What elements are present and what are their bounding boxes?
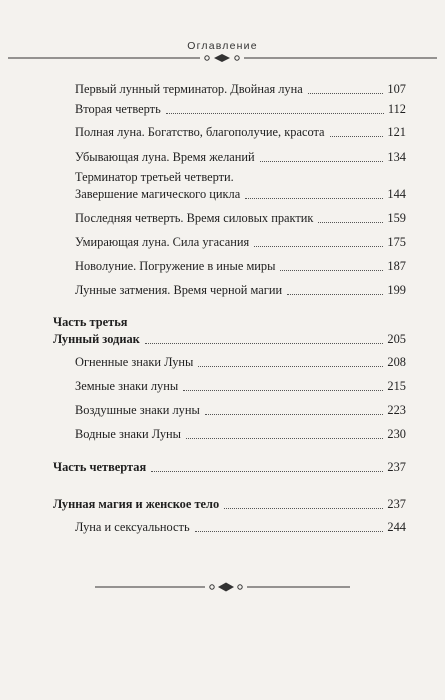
toc-entry-title: Умирающая луна. Сила угасания [75, 235, 250, 249]
toc-entry-title: Полная луна. Богатство, благополучие, красота [75, 125, 325, 139]
section-entry[interactable] [53, 497, 406, 512]
toc-entry-title: Убывающая луна. Время желаний [75, 150, 255, 164]
toc-entry-page: 121 [387, 125, 406, 139]
toc-entry-page: 112 [387, 102, 406, 116]
toc-entry-title: Новолуние. Погружение в иные миры [75, 259, 276, 273]
section-title: Лунная магия и женское тело [53, 497, 220, 511]
toc-entry[interactable] [75, 427, 406, 442]
toc-entry-title: Водные знаки Луны [75, 427, 181, 441]
toc-entry[interactable] [75, 520, 406, 535]
toc-entry[interactable] [75, 403, 406, 418]
toc-entry[interactable] [75, 355, 406, 370]
toc-entry-title: Последняя четверть. Время силовых практик [75, 211, 314, 225]
toc-entry[interactable] [75, 82, 406, 97]
toc-entry-title: Земные знаки луны [75, 379, 179, 393]
toc-entry-page: 187 [387, 259, 406, 273]
toc-entry[interactable] [75, 283, 406, 298]
leader-dots [186, 437, 383, 439]
toc-entry-title: Вторая четверть [75, 102, 161, 116]
toc-entry-page: 205 [387, 332, 406, 346]
toc-entry-title: Луна и сексуальность [75, 520, 190, 534]
header-ornament [0, 52, 445, 64]
part-label: Часть третья [53, 315, 128, 329]
part-label-entry[interactable] [53, 460, 406, 475]
toc-entry-title: Воздушные знаки луны [75, 403, 200, 417]
part-title-entry[interactable] [53, 332, 406, 347]
toc-entry-page: 134 [387, 150, 406, 164]
part-title: Лунный зодиак [53, 332, 140, 346]
leader-dots [183, 389, 383, 391]
toc-entry[interactable] [75, 125, 406, 140]
toc-entry-page: 107 [387, 82, 406, 96]
leader-dots [151, 470, 383, 472]
toc-entry[interactable] [75, 211, 406, 226]
leader-dots [330, 135, 384, 137]
toc-entry-page: 215 [387, 379, 406, 393]
toc-entry-page: 144 [387, 187, 406, 201]
toc-entry-page: 199 [387, 283, 406, 297]
toc-entry[interactable] [75, 102, 406, 117]
toc-entry[interactable] [75, 235, 406, 250]
toc-entry[interactable] [75, 259, 406, 274]
leader-dots [245, 197, 383, 199]
toc-entry-title: Первый лунный терминатор. Двойная луна [75, 82, 303, 96]
toc-entry-page: 159 [387, 211, 406, 225]
toc-entry-page: 237 [387, 460, 406, 474]
leader-dots [198, 365, 383, 367]
leader-dots [166, 112, 384, 114]
running-header: Оглавление [187, 40, 258, 52]
toc-entry-page: 223 [387, 403, 406, 417]
leader-dots [280, 269, 383, 271]
leader-dots [318, 221, 383, 223]
toc-entry-page: 208 [387, 355, 406, 369]
footer-ornament [0, 580, 445, 594]
toc-entry-page: 237 [387, 497, 406, 511]
toc-entry[interactable] [75, 150, 406, 165]
toc-entry-title-line1: Терминатор третьей четверти. [75, 170, 234, 184]
toc-entry[interactable] [75, 187, 406, 202]
leader-dots [254, 245, 383, 247]
toc-entry-page: 230 [387, 427, 406, 441]
toc-entry-page: 175 [387, 235, 406, 249]
toc-entry-page: 244 [387, 520, 406, 534]
leader-dots [145, 342, 384, 344]
leader-dots [205, 413, 384, 415]
leader-dots [308, 92, 384, 94]
toc-entry[interactable] [75, 379, 406, 394]
part-label: Часть четвертая [53, 460, 147, 474]
toc-entry-title: Завершение магического цикла [75, 187, 241, 201]
leader-dots [195, 530, 384, 532]
toc-entry-title: Огненные знаки Луны [75, 355, 194, 369]
leader-dots [260, 160, 384, 162]
leader-dots [287, 293, 383, 295]
toc-entry-title: Лунные затмения. Время черной магии [75, 283, 283, 297]
leader-dots [224, 507, 383, 509]
